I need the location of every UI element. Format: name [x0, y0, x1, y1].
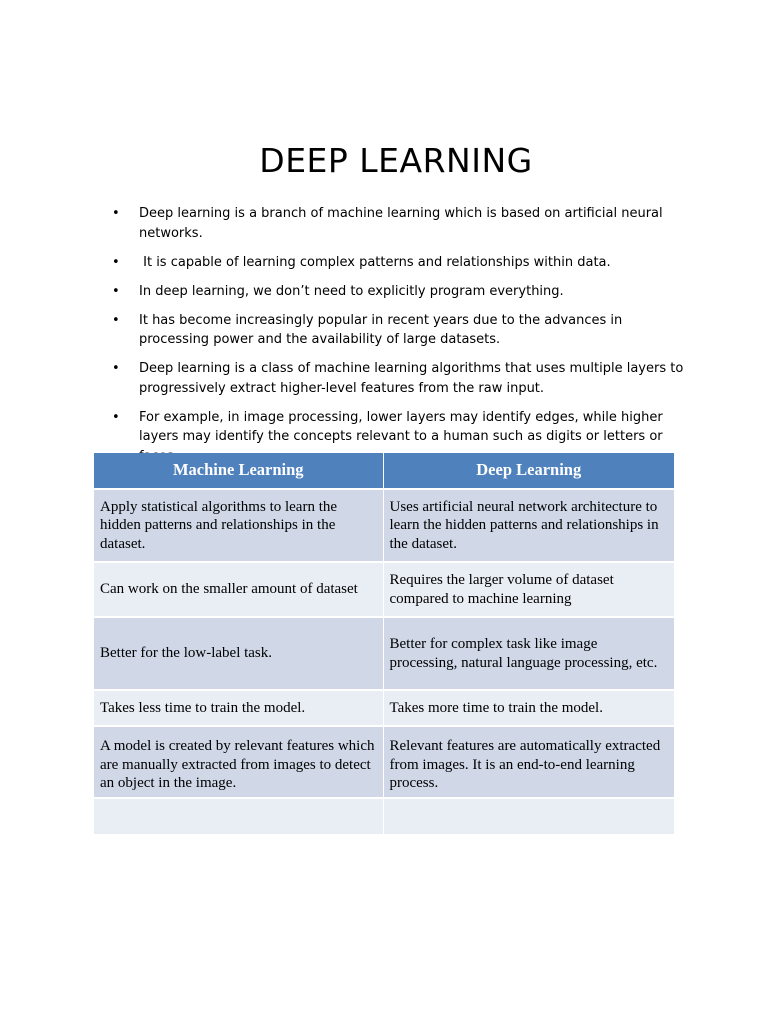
comparison-table: [94, 453, 674, 834]
list-item-text: Deep learning is a class of machine learning algorithms that uses multiple layers to progressively extract higher-level features from the raw input.: [139, 361, 684, 396]
bullet-marker: •: [112, 283, 120, 299]
table-cell: Takes less time to train the model.: [94, 690, 383, 726]
table-cell: Apply statistical algorithms to learn the hidden patterns and relationships in the dataset.: [94, 489, 383, 562]
bullet-marker: •: [112, 312, 120, 328]
table-header-row: [94, 453, 674, 489]
table-row: [94, 726, 674, 798]
page-title: DEEP LEARNING: [259, 141, 533, 180]
bullet-marker: •: [112, 206, 120, 221]
table-cell: [94, 798, 383, 834]
list-item: [112, 253, 692, 273]
table-cell: Uses artificial neural network architecture to learn the hidden patterns and relationships in the dataset.: [383, 489, 674, 562]
list-item: [112, 204, 692, 243]
column-header-machine-learning: Machine Learning: [94, 453, 383, 489]
table-row: [94, 690, 674, 726]
bullet-list: [112, 204, 692, 476]
list-item-text: Deep learning is a branch of machine learning which is based on artificial neural networks.: [139, 206, 663, 241]
table-cell: A model is created by relevant features which are manually extracted from images to detect an object in the image.: [94, 726, 383, 798]
list-item-text: It has become increasingly popular in recent years due to the advances in processing power and the availability of large datasets.: [139, 312, 623, 347]
list-item: [112, 359, 692, 398]
list-item-text: For example, in image processing, lower layers may identify edges, while higher layers may identify the concepts relevant to a human such as digits or letters or: [139, 409, 663, 444]
column-header-deep-learning: Deep Learning: [383, 453, 674, 489]
table-cell: Better for complex task like image processing, natural language processing, etc.: [383, 617, 674, 690]
table-row: [94, 562, 674, 617]
list-item-text: It is capable of learning complex patterns and relationships within data.: [139, 254, 611, 270]
table-cell: Can work on the smaller amount of dataset: [94, 562, 383, 617]
list-item-text: In deep learning, we don’t need to explicitly program everything.: [139, 283, 564, 299]
table-cell: [383, 798, 674, 834]
table-cell: Relevant features are automatically extracted from images. It is an end-to-end learning process.: [383, 726, 674, 798]
table-row: [94, 617, 674, 690]
table-row: [94, 798, 674, 834]
table-cell: Requires the larger volume of dataset compared to machine learning: [383, 562, 674, 617]
bullet-marker: •: [112, 361, 120, 376]
table-row: [94, 489, 674, 562]
list-item: [112, 311, 692, 350]
bullet-marker: •: [112, 254, 120, 270]
table-cell: Takes more time to train the model.: [383, 690, 674, 726]
list-item: [112, 282, 692, 302]
table-cell: Better for the low-label task.: [94, 617, 383, 690]
bullet-marker: •: [112, 409, 120, 425]
